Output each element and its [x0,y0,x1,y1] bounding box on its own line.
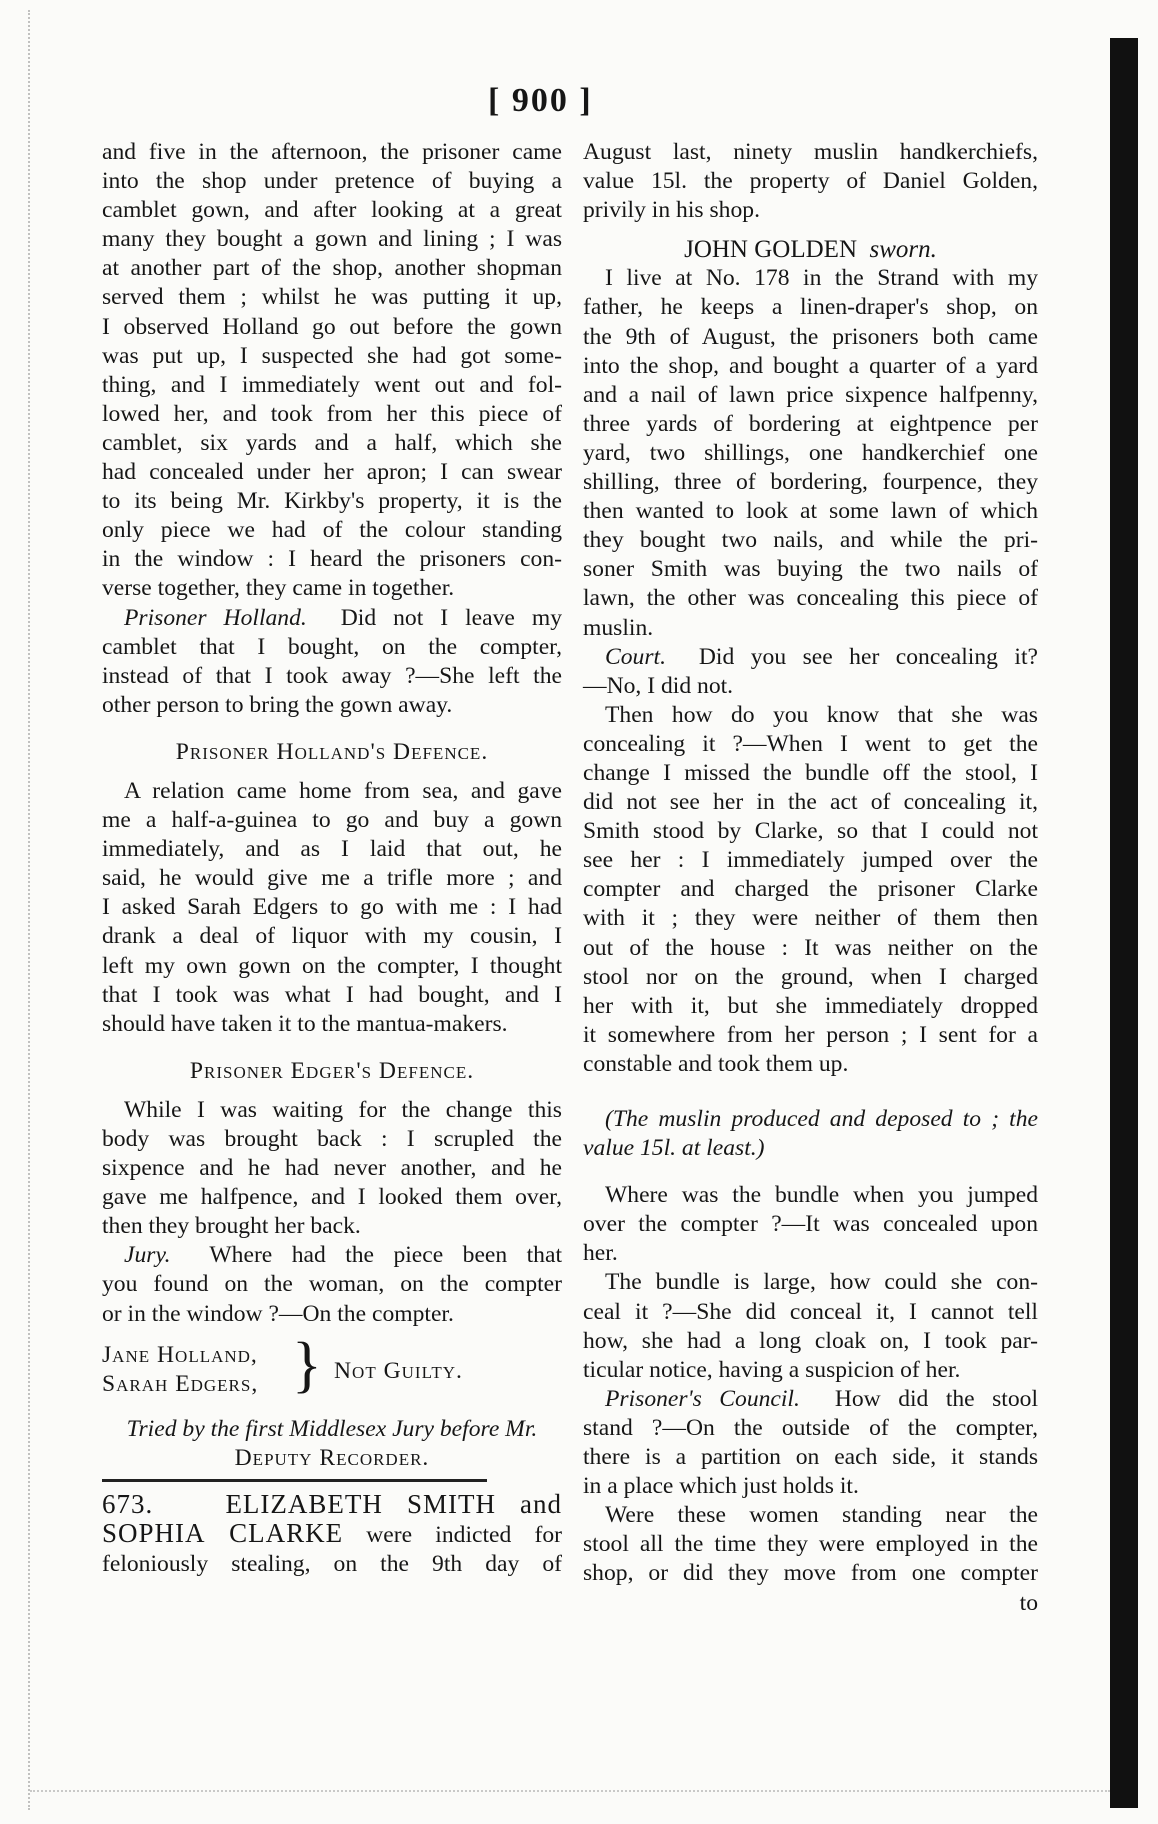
text-line: should have taken it to the mantua-makers. [102,1010,508,1037]
text-line: the 9th of August, the prisoners both came [583,323,1038,350]
text-line: yard, two shillings, one handkerchief one [583,439,1038,466]
text-line: lowed her, and took from her this piece of [102,400,562,427]
page-number: [ 900 ] [488,82,593,119]
text-line: father, he keeps a linen-draper's shop, on [583,294,1038,321]
text-line: soner Smith was buying the two nails of [583,556,1038,583]
text-line: at another part of the shop, another shopman [102,255,562,282]
holland-defence [102,777,562,1039]
text-line: Were these women standing near the [605,1502,1038,1529]
speaker-label: Prisoner's Council. [605,1385,800,1412]
brace-icon: } [292,1330,322,1399]
text-line: August last, ninety muslin handkerchiefs, [583,139,1038,165]
edger-defence [102,1096,562,1241]
trial-note: Tried by the first Middlesex Jury before Mr. [126,1415,538,1442]
text-line: did not see her in the act of concealing it, [583,789,1038,816]
text-line: privily in his shop. [583,197,760,224]
text-line: The bundle is large, how could she con- [605,1269,1038,1296]
text-line: there is a partition on each side, it stands [583,1444,1038,1471]
text-line: Smith stood by Clarke, so that I could not [583,818,1038,845]
text-line: Did you see her concealing it? [698,643,1038,670]
text-line: (The muslin produced and deposed to ; the [605,1106,1038,1132]
counsel-question [583,1385,1038,1501]
trial-note: Deputy Recorder. [234,1444,430,1471]
text-line: her. [583,1240,618,1267]
scan-dark-margin [1110,38,1138,1808]
text-line: instead of that I took away ?—She left the [102,662,562,689]
evidence-note [583,1105,1038,1163]
defendant-names: SOPHIA CLARKE [102,1517,344,1548]
scan-binding-edge [28,10,40,1810]
text-line: many they bought a gown and lining ; I was [102,226,562,253]
verdict-block [102,1330,562,1405]
defendant-names: ELIZABETH SMITH and [225,1488,563,1519]
text-line: muslin. [583,614,654,641]
text-line: Did not I leave my [340,604,562,631]
where-paragraph [583,1181,1038,1268]
witness-testimony [583,264,1038,642]
text-line: shilling, three of bordering, fourpence, they [583,469,1038,496]
catchword: to [1019,1589,1038,1616]
bundle-paragraph [583,1268,1038,1384]
text-line: see her : I immediately jumped over the [583,847,1038,874]
text-line: into the shop under pretence of buying a [102,168,562,195]
text-line: compter and charged the prisoner Clarke [583,876,1038,903]
text-line: then they brought her back. [102,1213,361,1240]
text-line: was put up, I suspected she had got some- [102,342,562,369]
section-divider [102,1479,487,1482]
scan-bottom-edge [30,1790,1110,1796]
text-line: to its being Mr. Kirkby's property, it is the [102,488,562,515]
jury-question [102,1241,562,1328]
text-line: and a nail of lawn price sixpence halfpenny, [583,381,1038,408]
text-line: body was brought back : I scrupled the [102,1126,562,1152]
left-column [102,138,562,1579]
text-line: three yards of bordering at eightpence per [583,410,1038,437]
text-line: they bought two nails, and while the pri- [583,527,1038,554]
defendant-name: Jane Holland, [102,1341,258,1368]
text-line: While I was waiting for the change this [124,1096,562,1123]
text-line: me a half-a-guinea to go and buy a gown [102,807,562,834]
witness-heading [583,235,1038,264]
text-line: I live at No. 178 in the Strand with my [605,265,1038,292]
text-line: lawn, the other was concealing this piece of [583,585,1038,612]
text-line: over the compter ?—It was concealed upon [583,1211,1038,1238]
indictment-continued [583,138,1038,225]
text-line: camblet that I bought, on the compter, [102,633,562,660]
text-line: value 15l. the property of Daniel Golden, [583,168,1038,195]
text-line: Where had the piece been that [209,1242,563,1269]
text-line: in a place which just holds it. [583,1473,859,1500]
verdict-result: Not Guilty. [334,1357,463,1384]
text-line: you found on the woman, on the compter [102,1271,562,1298]
testimony-paragraph [102,138,562,604]
text-line: then wanted to look at some lawn of which [583,498,1038,525]
text-line: ticular notice, having a suspicion of her. [583,1356,961,1383]
text-line: with it ; they were neither of them then [583,905,1038,932]
text-line: stand ?—On the outside of the compter, [583,1414,1038,1441]
text-line: Where was the bundle when you jumped [605,1182,1038,1209]
text-line: camblet, six yards and a half, which she [102,429,562,456]
text-line: out of the house : It was neither on the [583,934,1038,961]
text-line: other person to bring the gown away. [102,691,453,718]
text-line: and five in the afternoon, the prisoner came [102,139,562,165]
text-line: into the shop, and bought a quarter of a yard [583,352,1038,379]
text-line: —No, I did not. [583,672,734,699]
text-line: only piece we had of the colour standing [102,517,562,544]
text-line: gave me halfpence, and I looked them over, [102,1184,562,1211]
text-line: stool all the time they were employed in the [583,1531,1038,1558]
speaker-label: Jury. [124,1242,171,1269]
right-column [583,138,1038,1618]
speaker-label: Court. [605,643,666,670]
text-line: had concealed under her apron; I can swear [102,459,562,486]
case-number: 673. [102,1488,154,1519]
text-line: A relation came home from sea, and gave [124,777,562,804]
speaker-label: Prisoner Holland. [124,604,307,631]
section-heading: Prisoner Holland's Defence. [175,738,489,765]
text-line: stool nor on the ground, when I charged [583,963,1038,990]
then-paragraph [583,701,1038,1079]
defendant-name: Sarah Edgers, [102,1370,259,1397]
court-question [583,643,1038,701]
text-line: were indicted for [366,1521,562,1548]
text-line: value 15l. at least.) [583,1135,765,1162]
witness-name: JOHN GOLDEN [684,236,857,264]
sworn-label: sworn. [869,236,937,264]
text-line: or in the window ?—On the compter. [102,1300,454,1327]
section-heading: Prisoner Edger's Defence. [189,1057,475,1084]
text-line: in the window : I heard the prisoners con- [102,546,562,573]
text-line: immediately, and as I laid that out, he [102,836,562,863]
text-line: I observed Holland go out before the gown [102,313,562,340]
text-line: I asked Sarah Edgers to go with me : I had [102,894,562,921]
text-line: served them ; whilst he was putting it up, [102,284,562,311]
text-line: said, he would give me a trifle more ; and [102,865,562,892]
holland-question [102,604,562,720]
text-line: feloniously stealing, on the 9th day of [102,1551,562,1578]
text-line: change I missed the bundle off the stool, I [583,759,1038,786]
text-line: ceal it ?—She did conceal it, I cannot tell [583,1298,1038,1325]
text-line: sixpence and he had never another, and he [102,1155,562,1182]
indictment [102,1490,562,1579]
text-line: drank a deal of liquor with my cousin, I [102,923,562,950]
text-line: that I took was what I had bought, and I [102,981,562,1008]
text-line: How did the stool [834,1385,1038,1412]
women-paragraph [583,1501,1038,1588]
text-line: her with it, but she immediately dropped [583,992,1038,1019]
text-line: left my own gown on the compter, I thought [102,952,562,979]
text-line: it somewhere from her person ; I sent for a [583,1021,1038,1048]
text-line: verse together, they came in together. [102,575,455,602]
text-line: thing, and I immediately went out and fol- [102,371,562,398]
text-line: Then how do you know that she was [605,701,1038,728]
text-line: concealing it ?—When I went to get the [583,730,1038,757]
text-line: constable and took them up. [583,1050,849,1077]
text-line: how, she had a long cloak on, I took par- [583,1327,1038,1354]
text-line: camblet gown, and after looking at a great [102,197,562,224]
text-line: shop, or did they move from one compter [583,1560,1038,1587]
